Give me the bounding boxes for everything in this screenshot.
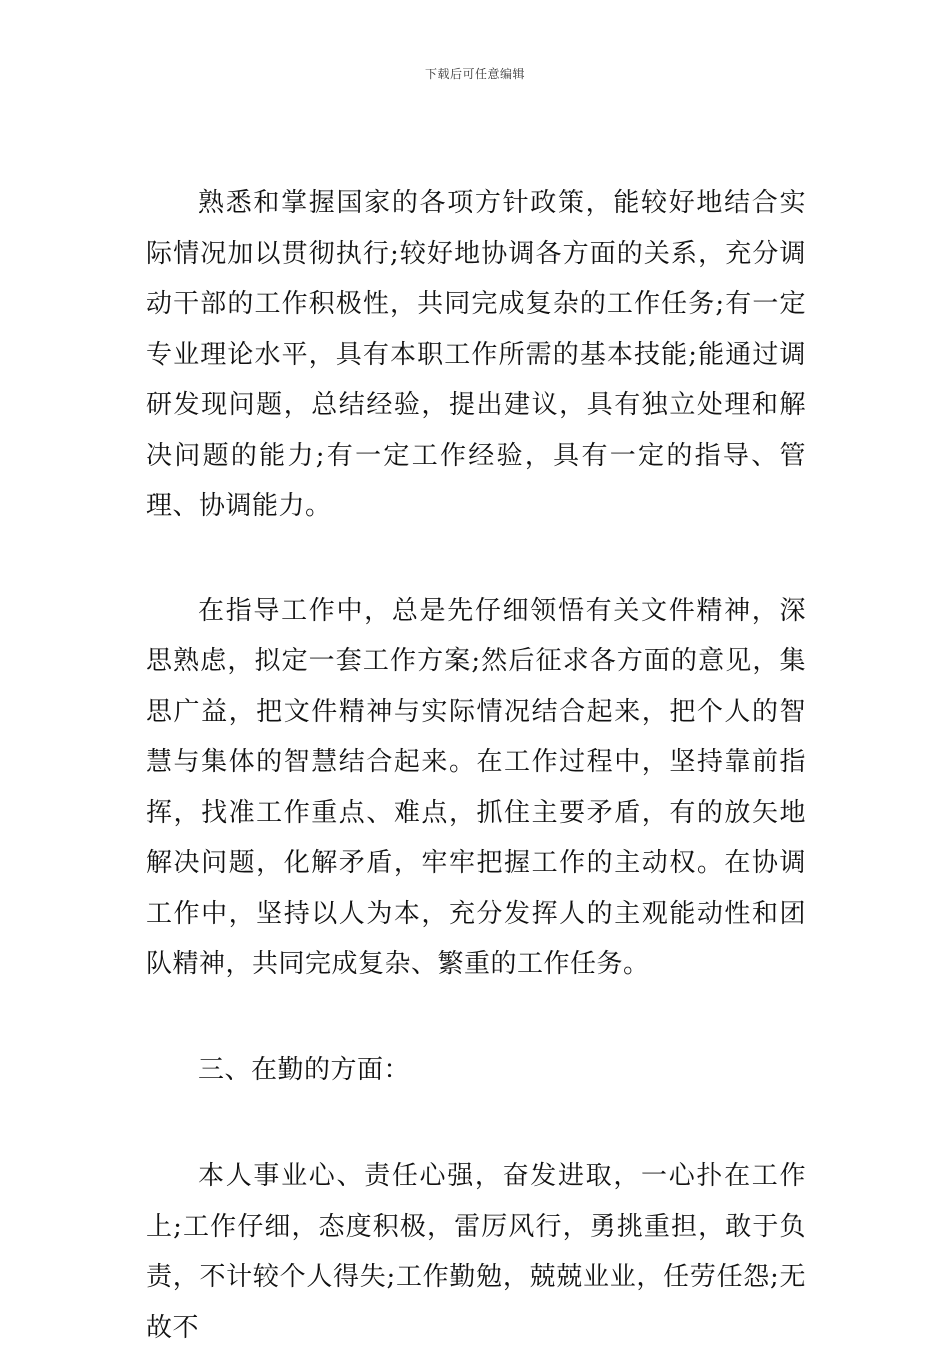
document-body bbox=[146, 178, 806, 1353]
paragraph-work-guidance: 在指导工作中，总是先仔细领悟有关文件精神，深思熟虑，拟定一套工作方案;然后征求各方面的意见，集思广益，把文件精神与实际情况结合起来，把个人的智慧与集体的智慧结合起来。在工作过程中，坚持靠前指挥，找准工作重点、难点，抓住主要矛盾，有的放矢地解决问题，化解矛盾，牢牢把握工作的主动权。在协调工作中，坚持以人为本，充分发挥人的主观能动性和团队精神，共同完成复杂、繁重的工作任务。 bbox=[146, 595, 806, 979]
download-note-header: 下载后可任意编辑 bbox=[424, 67, 525, 81]
paragraph-diligence: 本人事业心、责任心强，奋发进取，一心扑在工作上;工作仔细，态度积极，雷厉风行，勇挑重担，敢于负责，不计较个人得失;工作勤勉，兢兢业业，任劳任怨;无故不 bbox=[146, 1161, 806, 1343]
section-heading-diligence: 三、在勤的方面： bbox=[198, 1054, 411, 1085]
paragraph-qualifications: 熟悉和掌握国家的各项方针政策，能较好地结合实际情况加以贯彻执行;较好地协调各方面的关系，充分调动干部的工作积极性，共同完成复杂的工作任务;有一定专业理论水平，具有本职工作所需的基本技能;能通过调研发现问题，总结经验，提出建议，具有独立处理和解决问题的能力;有一定工作经验，具有一定的指导、管理、协调能力。 bbox=[146, 188, 806, 521]
